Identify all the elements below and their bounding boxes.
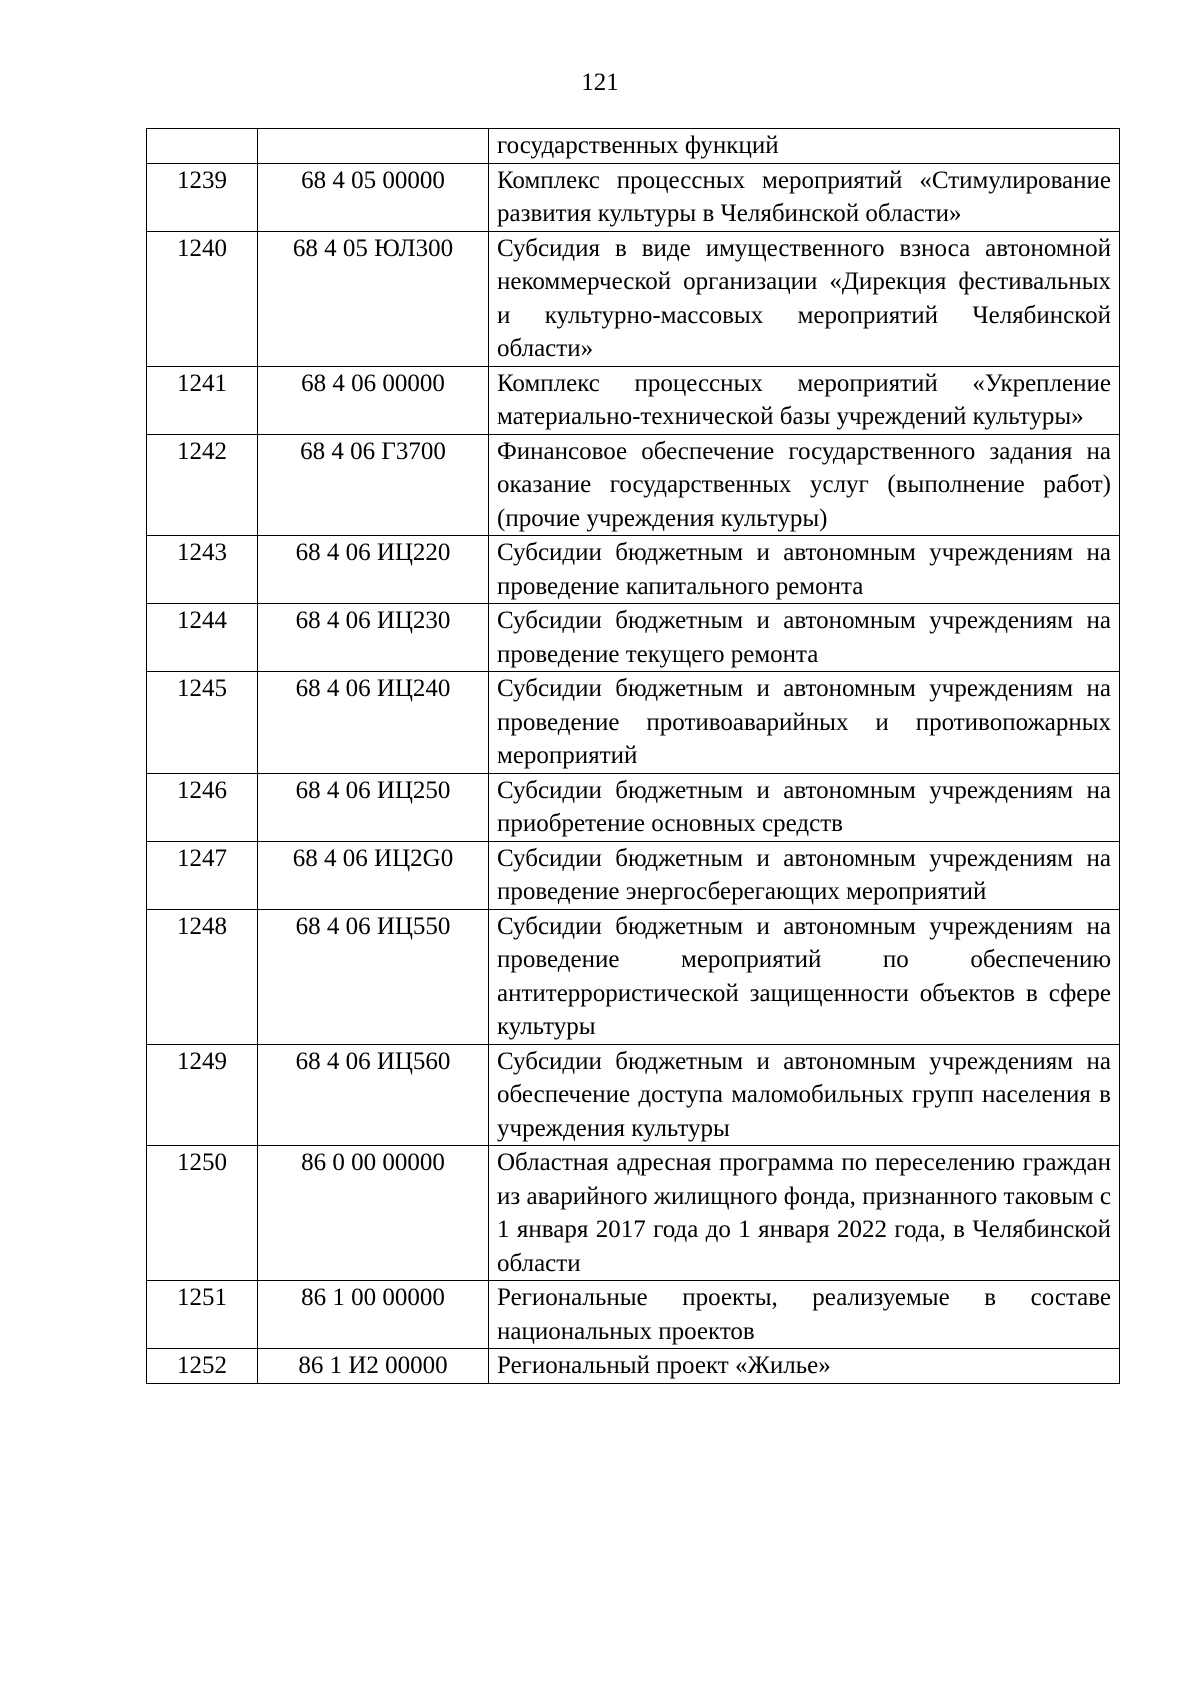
table-row [147,1281,1120,1349]
row-number-cell: 1245 [147,672,258,774]
row-code-cell: 68 4 06 ИЦ250 [258,773,489,841]
table-row [147,129,1120,164]
row-code-cell: 86 0 00 00000 [258,1146,489,1281]
row-name-cell: Финансовое обеспечение государственного задания на оказание государственных услуг (выполнение работ) (прочие учреждения культуры) [489,434,1120,536]
row-code-cell [258,129,489,164]
table-row [147,1044,1120,1146]
row-name-cell: Субсидии бюджетным и автономным учреждениям на проведение текущего ремонта [489,604,1120,672]
row-name-cell: Комплекс процессных мероприятий «Стимулирование развития культуры в Челябинской области» [489,163,1120,231]
row-code-cell: 68 4 05 00000 [258,163,489,231]
table-row [147,672,1120,774]
row-name-cell: государственных функций [489,129,1120,164]
row-code-cell: 68 4 06 ИЦ560 [258,1044,489,1146]
row-name-cell: Субсидии бюджетным и автономным учреждениям на проведение мероприятий по обеспечению антитеррористической защищенности объектов в сфере культуры [489,909,1120,1044]
row-code-cell: 68 4 06 Г3700 [258,434,489,536]
row-name-cell: Субсидия в виде имущественного взноса автономной некоммерческой организации «Дирекция фестивальных и культурно-массовых мероприятий Челябинской области» [489,231,1120,366]
table-row [147,163,1120,231]
row-number-cell: 1246 [147,773,258,841]
row-code-cell: 86 1 00 00000 [258,1281,489,1349]
row-name-cell: Региональные проекты, реализуемые в составе национальных проектов [489,1281,1120,1349]
row-number-cell: 1249 [147,1044,258,1146]
budget-classification-table [146,128,1120,1384]
page-number: 121 [581,69,619,96]
row-number-cell [147,129,258,164]
row-name-cell: Областная адресная программа по переселению граждан из аварийного жилищного фонда, признанного таковым с 1 января 2017 года до 1 января 2022 года, в Челябинской области [489,1146,1120,1281]
table-row [147,536,1120,604]
table-row [147,1349,1120,1384]
table-row [147,434,1120,536]
table-row [147,773,1120,841]
row-name-cell: Субсидии бюджетным и автономным учреждениям на проведение противоаварийных и противопожарных мероприятий [489,672,1120,774]
row-number-cell: 1243 [147,536,258,604]
table-row [147,366,1120,434]
row-code-cell: 68 4 06 ИЦ2G0 [258,841,489,909]
row-name-cell: Комплекс процессных мероприятий «Укрепление материально-технической базы учреждений культуры» [489,366,1120,434]
row-number-cell: 1247 [147,841,258,909]
row-code-cell: 68 4 06 ИЦ240 [258,672,489,774]
row-number-cell: 1242 [147,434,258,536]
table-row [147,604,1120,672]
row-number-cell: 1248 [147,909,258,1044]
row-number-cell: 1240 [147,231,258,366]
row-number-cell: 1250 [147,1146,258,1281]
table-row [147,1146,1120,1281]
table-row [147,231,1120,366]
table-row [147,909,1120,1044]
row-number-cell: 1241 [147,366,258,434]
table-row [147,841,1120,909]
row-number-cell: 1239 [147,163,258,231]
row-name-cell: Субсидии бюджетным и автономным учреждениям на проведение энергосберегающих мероприятий [489,841,1120,909]
row-name-cell: Субсидии бюджетным и автономным учреждениям на приобретение основных средств [489,773,1120,841]
row-number-cell: 1251 [147,1281,258,1349]
row-name-cell: Субсидии бюджетным и автономным учреждениям на обеспечение доступа маломобильных групп населения в учреждения культуры [489,1044,1120,1146]
row-code-cell: 68 4 06 ИЦ220 [258,536,489,604]
row-code-cell: 68 4 05 ЮЛ300 [258,231,489,366]
row-code-cell: 86 1 И2 00000 [258,1349,489,1384]
row-code-cell: 68 4 06 ИЦ550 [258,909,489,1044]
row-name-cell: Региональный проект «Жилье» [489,1349,1120,1384]
row-number-cell: 1252 [147,1349,258,1384]
row-code-cell: 68 4 06 00000 [258,366,489,434]
row-name-cell: Субсидии бюджетным и автономным учреждениям на проведение капитального ремонта [489,536,1120,604]
row-code-cell: 68 4 06 ИЦ230 [258,604,489,672]
row-number-cell: 1244 [147,604,258,672]
